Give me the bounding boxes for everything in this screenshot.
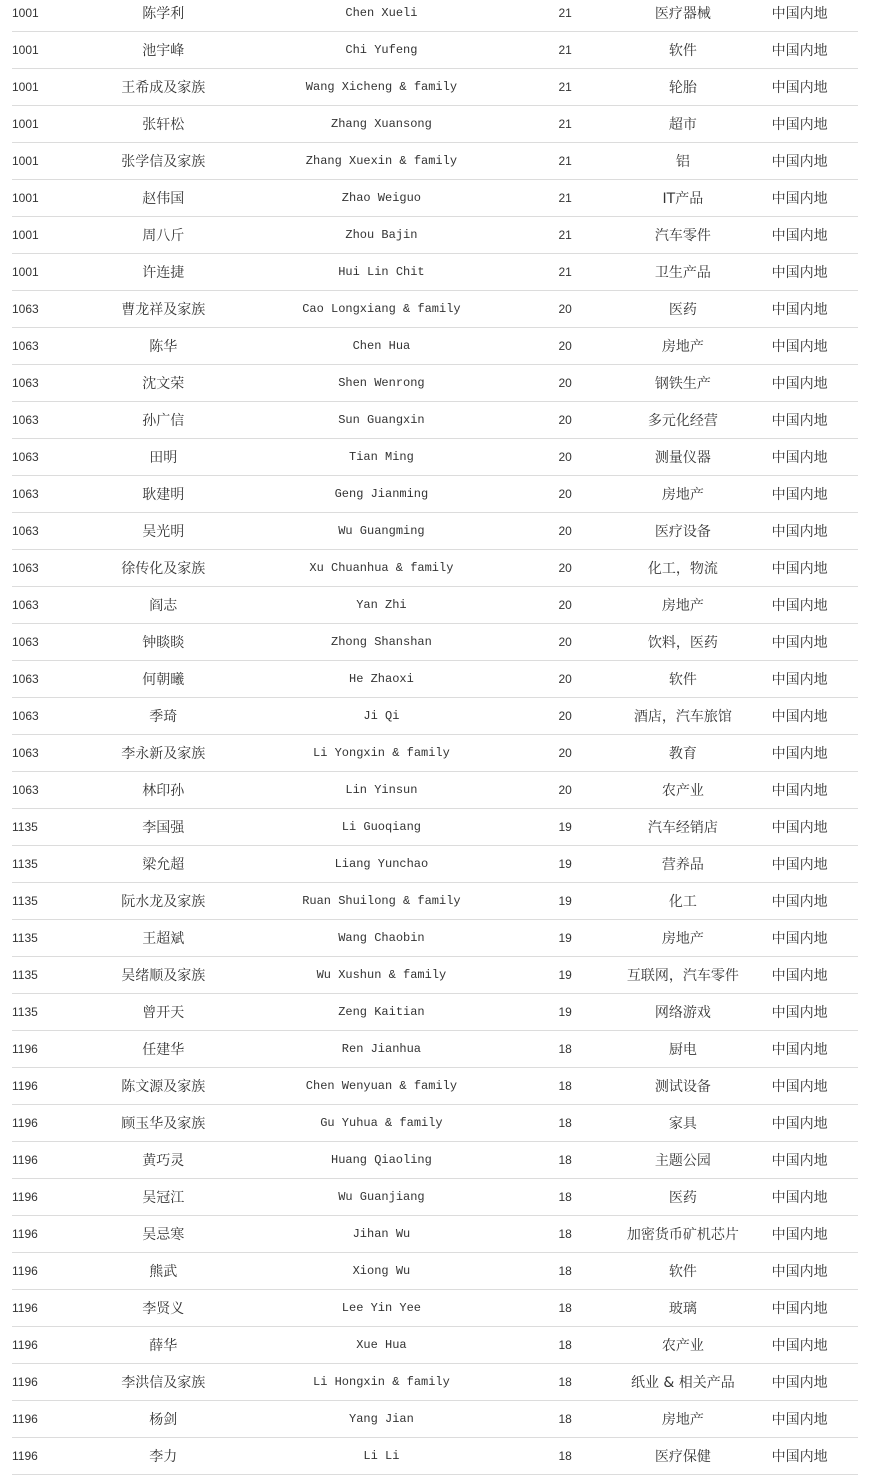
rank-cell: 1196: [12, 1338, 38, 1352]
table-row: [12, 328, 858, 365]
name-en-cell: Zeng Kaitian: [338, 1005, 425, 1019]
rank-cell: 1196: [12, 1412, 38, 1426]
rich-list-table: [12, 0, 858, 1475]
table-row: [12, 439, 858, 476]
name-en-cell: Yang Jian: [349, 1412, 414, 1426]
region-cell: 中国内地: [771, 487, 828, 503]
industry-cell: 酒店，汽车旅馆: [633, 709, 732, 725]
industry-cell: 房地产: [661, 598, 704, 614]
industry-cell: 纸业 & 相关产品: [630, 1375, 735, 1391]
industry-cell: 铝: [675, 154, 690, 170]
table-row: [12, 106, 858, 143]
region-cell: 中国内地: [771, 1264, 828, 1280]
name-cn-cell: 徐传化及家族: [121, 561, 206, 577]
region-cell: 中国内地: [771, 524, 828, 540]
industry-cell: 汽车零件: [654, 228, 711, 244]
name-en-cell: Xue Hua: [356, 1338, 407, 1352]
age-cell: 21: [558, 80, 572, 94]
name-cn-cell: 阎志: [149, 598, 178, 614]
name-cn-cell: 田明: [149, 450, 178, 466]
industry-cell: 营养品: [661, 857, 704, 873]
name-cn-cell: 陈文源及家族: [121, 1079, 206, 1095]
industry-cell: 软件: [668, 43, 697, 59]
table-row: [12, 32, 858, 69]
rank-cell: 1063: [12, 450, 39, 464]
table-row: [12, 661, 858, 698]
table-row: [12, 772, 858, 809]
name-cn-cell: 吴冠江: [142, 1190, 185, 1206]
region-cell: 中国内地: [771, 783, 828, 799]
name-cn-cell: 薛华: [149, 1338, 178, 1354]
name-en-cell: Zhang Xuansong: [331, 117, 432, 131]
name-cn-cell: 孙广信: [142, 413, 185, 429]
name-cn-cell: 池宇峰: [142, 43, 185, 59]
rank-cell: 1001: [12, 191, 39, 205]
age-cell: 19: [558, 894, 572, 908]
age-cell: 18: [558, 1079, 572, 1093]
age-cell: 21: [558, 191, 572, 205]
name-cn-cell: 李永新及家族: [121, 746, 206, 762]
rank-cell: 1196: [12, 1301, 38, 1315]
name-en-cell: Chen Wenyuan & family: [305, 1079, 458, 1093]
region-cell: 中国内地: [771, 191, 828, 207]
rank-cell: 1135: [12, 968, 38, 982]
table-row: [12, 1438, 858, 1475]
age-cell: 21: [558, 117, 572, 131]
rank-cell: 1063: [12, 746, 39, 760]
rank-cell: 1001: [12, 265, 39, 279]
name-en-cell: Wu Guanjiang: [338, 1190, 425, 1204]
age-cell: 20: [558, 561, 572, 575]
name-cn-cell: 任建华: [142, 1042, 185, 1058]
rank-cell: 1063: [12, 302, 39, 316]
region-cell: 中国内地: [771, 1338, 828, 1354]
table-row: [12, 1290, 858, 1327]
table-row: [12, 957, 858, 994]
rank-cell: 1063: [12, 339, 39, 353]
age-cell: 21: [558, 265, 572, 279]
table-row: [12, 365, 858, 402]
region-cell: 中国内地: [771, 1375, 828, 1391]
name-en-cell: Jihan Wu: [352, 1227, 411, 1241]
industry-cell: 网络游戏: [654, 1005, 711, 1021]
age-cell: 20: [558, 339, 572, 353]
industry-cell: 超市: [668, 117, 697, 133]
age-cell: 18: [558, 1375, 572, 1389]
industry-cell: 互联网，汽车零件: [626, 968, 739, 984]
name-cn-cell: 钟睒睒: [142, 635, 185, 651]
table-row: [12, 291, 858, 328]
industry-cell: 多元化经营: [647, 413, 718, 429]
region-cell: 中国内地: [771, 265, 828, 281]
rank-cell: 1135: [12, 820, 38, 834]
name-en-cell: Hui Lin Chit: [338, 265, 425, 279]
name-en-cell: Li Hongxin & family: [313, 1375, 450, 1389]
rank-cell: 1196: [12, 1375, 38, 1389]
name-en-cell: Wu Guangming: [338, 524, 425, 538]
table-row: [12, 994, 858, 1031]
table-row: [12, 180, 858, 217]
table-row: [12, 1142, 858, 1179]
age-cell: 20: [558, 413, 572, 427]
region-cell: 中国内地: [771, 1042, 828, 1058]
name-en-cell: Wu Xushun & family: [316, 968, 447, 982]
table-row: [12, 1179, 858, 1216]
region-cell: 中国内地: [771, 80, 828, 96]
name-cn-cell: 赵伟国: [142, 191, 185, 207]
rank-cell: 1196: [12, 1227, 38, 1241]
name-en-cell: Chen Xueli: [345, 6, 418, 20]
age-cell: 18: [558, 1116, 572, 1130]
table-row: [12, 735, 858, 772]
age-cell: 18: [558, 1227, 572, 1241]
rank-cell: 1063: [12, 709, 39, 723]
name-en-cell: Zhong Shanshan: [331, 635, 432, 649]
name-cn-cell: 李力: [149, 1449, 178, 1465]
age-cell: 20: [558, 783, 572, 797]
name-cn-cell: 杨剑: [149, 1412, 178, 1428]
region-cell: 中国内地: [771, 1301, 828, 1317]
name-en-cell: Li Guoqiang: [341, 820, 422, 834]
age-cell: 18: [558, 1449, 572, 1463]
rank-cell: 1001: [12, 43, 39, 57]
name-en-cell: Wang Chaobin: [338, 931, 425, 945]
region-cell: 中国内地: [771, 561, 828, 577]
industry-cell: 测试设备: [654, 1079, 711, 1095]
rank-cell: 1001: [12, 117, 39, 131]
table-row: [12, 513, 858, 550]
region-cell: 中国内地: [771, 376, 828, 392]
rank-cell: 1001: [12, 6, 39, 20]
age-cell: 20: [558, 450, 572, 464]
table-row: [12, 624, 858, 661]
region-cell: 中国内地: [771, 1227, 828, 1243]
name-en-cell: Zhao Weiguo: [341, 191, 422, 205]
age-cell: 19: [558, 1005, 572, 1019]
industry-cell: 教育: [668, 746, 697, 762]
industry-cell: 农产业: [661, 783, 704, 799]
region-cell: 中国内地: [771, 339, 828, 355]
name-cn-cell: 曹龙祥及家族: [121, 302, 206, 318]
industry-cell: 房地产: [661, 931, 704, 947]
region-cell: 中国内地: [771, 450, 828, 466]
table-row: [12, 846, 858, 883]
name-cn-cell: 耿建明: [142, 487, 185, 503]
table-row: [12, 1105, 858, 1142]
industry-cell: 医疗器械: [654, 6, 711, 22]
table-row: [12, 69, 858, 106]
name-en-cell: Lin Yinsun: [345, 783, 418, 797]
rank-cell: 1135: [12, 931, 38, 945]
name-cn-cell: 陈学利: [142, 6, 185, 22]
region-cell: 中国内地: [771, 117, 828, 133]
age-cell: 20: [558, 376, 572, 390]
name-cn-cell: 季琦: [149, 709, 178, 725]
age-cell: 19: [558, 968, 572, 982]
rank-cell: 1063: [12, 635, 39, 649]
age-cell: 19: [558, 931, 572, 945]
name-cn-cell: 周八斤: [142, 228, 185, 244]
industry-cell: 加密货币矿机芯片: [626, 1227, 739, 1243]
industry-cell: 厨电: [668, 1042, 697, 1058]
age-cell: 20: [558, 487, 572, 501]
age-cell: 18: [558, 1338, 572, 1352]
name-en-cell: Zhou Bajin: [345, 228, 418, 242]
industry-cell: 医疗设备: [654, 524, 711, 540]
industry-cell: 医疗保健: [654, 1449, 711, 1465]
name-en-cell: Huang Qiaoling: [331, 1153, 432, 1167]
rank-cell: 1063: [12, 783, 39, 797]
industry-cell: 农产业: [661, 1338, 704, 1354]
table-row: [12, 1327, 858, 1364]
age-cell: 20: [558, 302, 572, 316]
rank-cell: 1063: [12, 487, 39, 501]
industry-cell: 医药: [668, 302, 697, 318]
industry-cell: 饮料，医药: [647, 635, 718, 651]
name-en-cell: Li Li: [363, 1449, 400, 1463]
region-cell: 中国内地: [771, 968, 828, 984]
rank-cell: 1001: [12, 80, 39, 94]
name-cn-cell: 梁允超: [142, 857, 185, 873]
name-cn-cell: 林印孙: [142, 783, 185, 799]
industry-cell: 家具: [668, 1116, 697, 1132]
region-cell: 中国内地: [771, 635, 828, 651]
age-cell: 18: [558, 1190, 572, 1204]
age-cell: 18: [558, 1264, 572, 1278]
name-cn-cell: 吴光明: [142, 524, 185, 540]
name-en-cell: Xu Chuanhua & family: [309, 561, 454, 575]
name-en-cell: Chen Hua: [352, 339, 411, 353]
table-row: [12, 1253, 858, 1290]
name-cn-cell: 王超斌: [142, 931, 185, 947]
table-row: [12, 698, 858, 735]
name-cn-cell: 张轩松: [142, 117, 185, 133]
industry-cell: 房地产: [661, 487, 704, 503]
rank-cell: 1196: [12, 1042, 38, 1056]
name-en-cell: Cao Longxiang & family: [302, 302, 461, 316]
region-cell: 中国内地: [771, 746, 828, 762]
name-cn-cell: 张学信及家族: [121, 154, 206, 170]
name-en-cell: Shen Wenrong: [338, 376, 425, 390]
rank-cell: 1063: [12, 598, 39, 612]
age-cell: 20: [558, 635, 572, 649]
name-cn-cell: 曾开天: [142, 1005, 185, 1021]
region-cell: 中国内地: [771, 1079, 828, 1095]
industry-cell: 轮胎: [668, 80, 697, 96]
name-cn-cell: 沈文荣: [142, 376, 185, 392]
rank-cell: 1001: [12, 154, 39, 168]
name-en-cell: Li Yongxin & family: [313, 746, 450, 760]
industry-cell: 汽车经销店: [647, 820, 718, 836]
rank-cell: 1196: [12, 1079, 38, 1093]
region-cell: 中国内地: [771, 1190, 828, 1206]
age-cell: 21: [558, 6, 572, 20]
age-cell: 18: [558, 1042, 572, 1056]
name-en-cell: Lee Yin Yee: [341, 1301, 422, 1315]
industry-cell: 化工，物流: [647, 561, 718, 577]
table-row: [12, 883, 858, 920]
region-cell: 中国内地: [771, 857, 828, 873]
name-cn-cell: 许连捷: [142, 265, 185, 281]
industry-cell: 卫生产品: [654, 265, 711, 281]
region-cell: 中国内地: [771, 413, 828, 429]
table-row: [12, 1031, 858, 1068]
table-row: [12, 920, 858, 957]
name-en-cell: Gu Yuhua & family: [320, 1116, 443, 1130]
name-cn-cell: 吴绪顺及家族: [121, 968, 206, 984]
name-en-cell: Xiong Wu: [352, 1264, 411, 1278]
rank-cell: 1196: [12, 1264, 38, 1278]
name-cn-cell: 黄巧灵: [142, 1153, 185, 1169]
region-cell: 中国内地: [771, 1116, 828, 1132]
rank-cell: 1135: [12, 894, 38, 908]
table-row: [12, 0, 858, 32]
table-row: [12, 254, 858, 291]
region-cell: 中国内地: [771, 228, 828, 244]
region-cell: 中国内地: [771, 302, 828, 318]
region-cell: 中国内地: [771, 43, 828, 59]
name-cn-cell: 吴忌寒: [142, 1227, 185, 1243]
industry-cell: 玻璃: [668, 1301, 697, 1317]
age-cell: 20: [558, 598, 572, 612]
region-cell: 中国内地: [771, 672, 828, 688]
age-cell: 18: [558, 1301, 572, 1315]
age-cell: 20: [558, 709, 572, 723]
industry-cell: 钢铁生产: [654, 376, 711, 392]
name-en-cell: Yan Zhi: [356, 598, 407, 612]
name-en-cell: Geng Jianming: [334, 487, 429, 501]
rank-cell: 1063: [12, 561, 39, 575]
region-cell: 中国内地: [771, 1153, 828, 1169]
region-cell: 中国内地: [771, 154, 828, 170]
table-row: [12, 1216, 858, 1253]
industry-cell: 化工: [668, 894, 697, 910]
name-en-cell: Wang Xicheng & family: [305, 80, 458, 94]
name-en-cell: Ji Qi: [363, 709, 400, 723]
table-row: [12, 550, 858, 587]
name-en-cell: Ren Jianhua: [341, 1042, 422, 1056]
name-cn-cell: 王希成及家族: [121, 80, 206, 96]
name-cn-cell: 李国强: [142, 820, 185, 836]
name-en-cell: Liang Yunchao: [334, 857, 429, 871]
industry-cell: 房地产: [661, 339, 704, 355]
rank-cell: 1196: [12, 1449, 38, 1463]
age-cell: 20: [558, 746, 572, 760]
industry-cell: 软件: [668, 672, 697, 688]
name-en-cell: Zhang Xuexin & family: [305, 154, 458, 168]
rank-cell: 1196: [12, 1190, 38, 1204]
name-en-cell: Sun Guangxin: [338, 413, 425, 427]
age-cell: 21: [558, 154, 572, 168]
age-cell: 18: [558, 1153, 572, 1167]
industry-cell: IT产品: [662, 191, 704, 207]
table-row: [12, 476, 858, 513]
name-cn-cell: 阮水龙及家族: [121, 894, 206, 910]
region-cell: 中国内地: [771, 709, 828, 725]
table-row: [12, 217, 858, 254]
rank-cell: 1196: [12, 1153, 38, 1167]
table-row: [12, 1364, 858, 1401]
name-cn-cell: 李洪信及家族: [121, 1375, 206, 1391]
industry-cell: 软件: [668, 1264, 697, 1280]
rank-cell: 1135: [12, 857, 38, 871]
age-cell: 19: [558, 820, 572, 834]
region-cell: 中国内地: [771, 1412, 828, 1428]
age-cell: 21: [558, 228, 572, 242]
industry-cell: 测量仪器: [654, 450, 711, 466]
rank-cell: 1135: [12, 1005, 38, 1019]
rank-cell: 1063: [12, 672, 39, 686]
industry-cell: 房地产: [661, 1412, 704, 1428]
region-cell: 中国内地: [771, 931, 828, 947]
region-cell: 中国内地: [771, 1449, 828, 1465]
table-row: [12, 809, 858, 846]
name-en-cell: Tian Ming: [349, 450, 414, 464]
name-cn-cell: 李贤义: [142, 1301, 185, 1317]
table-row: [12, 1068, 858, 1105]
name-en-cell: He Zhaoxi: [349, 672, 414, 686]
age-cell: 19: [558, 857, 572, 871]
age-cell: 21: [558, 43, 572, 57]
age-cell: 20: [558, 524, 572, 538]
table-row: [12, 143, 858, 180]
industry-cell: 主题公园: [654, 1153, 711, 1169]
region-cell: 中国内地: [771, 894, 828, 910]
rank-cell: 1063: [12, 524, 39, 538]
name-cn-cell: 顾玉华及家族: [121, 1116, 206, 1132]
table-row: [12, 587, 858, 624]
rank-cell: 1001: [12, 228, 39, 242]
name-en-cell: Chi Yufeng: [345, 43, 418, 57]
industry-cell: 医药: [668, 1190, 697, 1206]
table-row: [12, 1401, 858, 1438]
rank-cell: 1063: [12, 376, 39, 390]
region-cell: 中国内地: [771, 1005, 828, 1021]
table-row: [12, 402, 858, 439]
region-cell: 中国内地: [771, 820, 828, 836]
rank-cell: 1063: [12, 413, 39, 427]
region-cell: 中国内地: [771, 598, 828, 614]
age-cell: 20: [558, 672, 572, 686]
name-en-cell: Ruan Shuilong & family: [302, 894, 461, 908]
age-cell: 18: [558, 1412, 572, 1426]
rank-cell: 1196: [12, 1116, 38, 1130]
name-cn-cell: 何朝曦: [142, 672, 185, 688]
region-cell: 中国内地: [771, 6, 828, 22]
name-cn-cell: 陈华: [149, 339, 178, 355]
name-cn-cell: 熊武: [149, 1264, 178, 1280]
